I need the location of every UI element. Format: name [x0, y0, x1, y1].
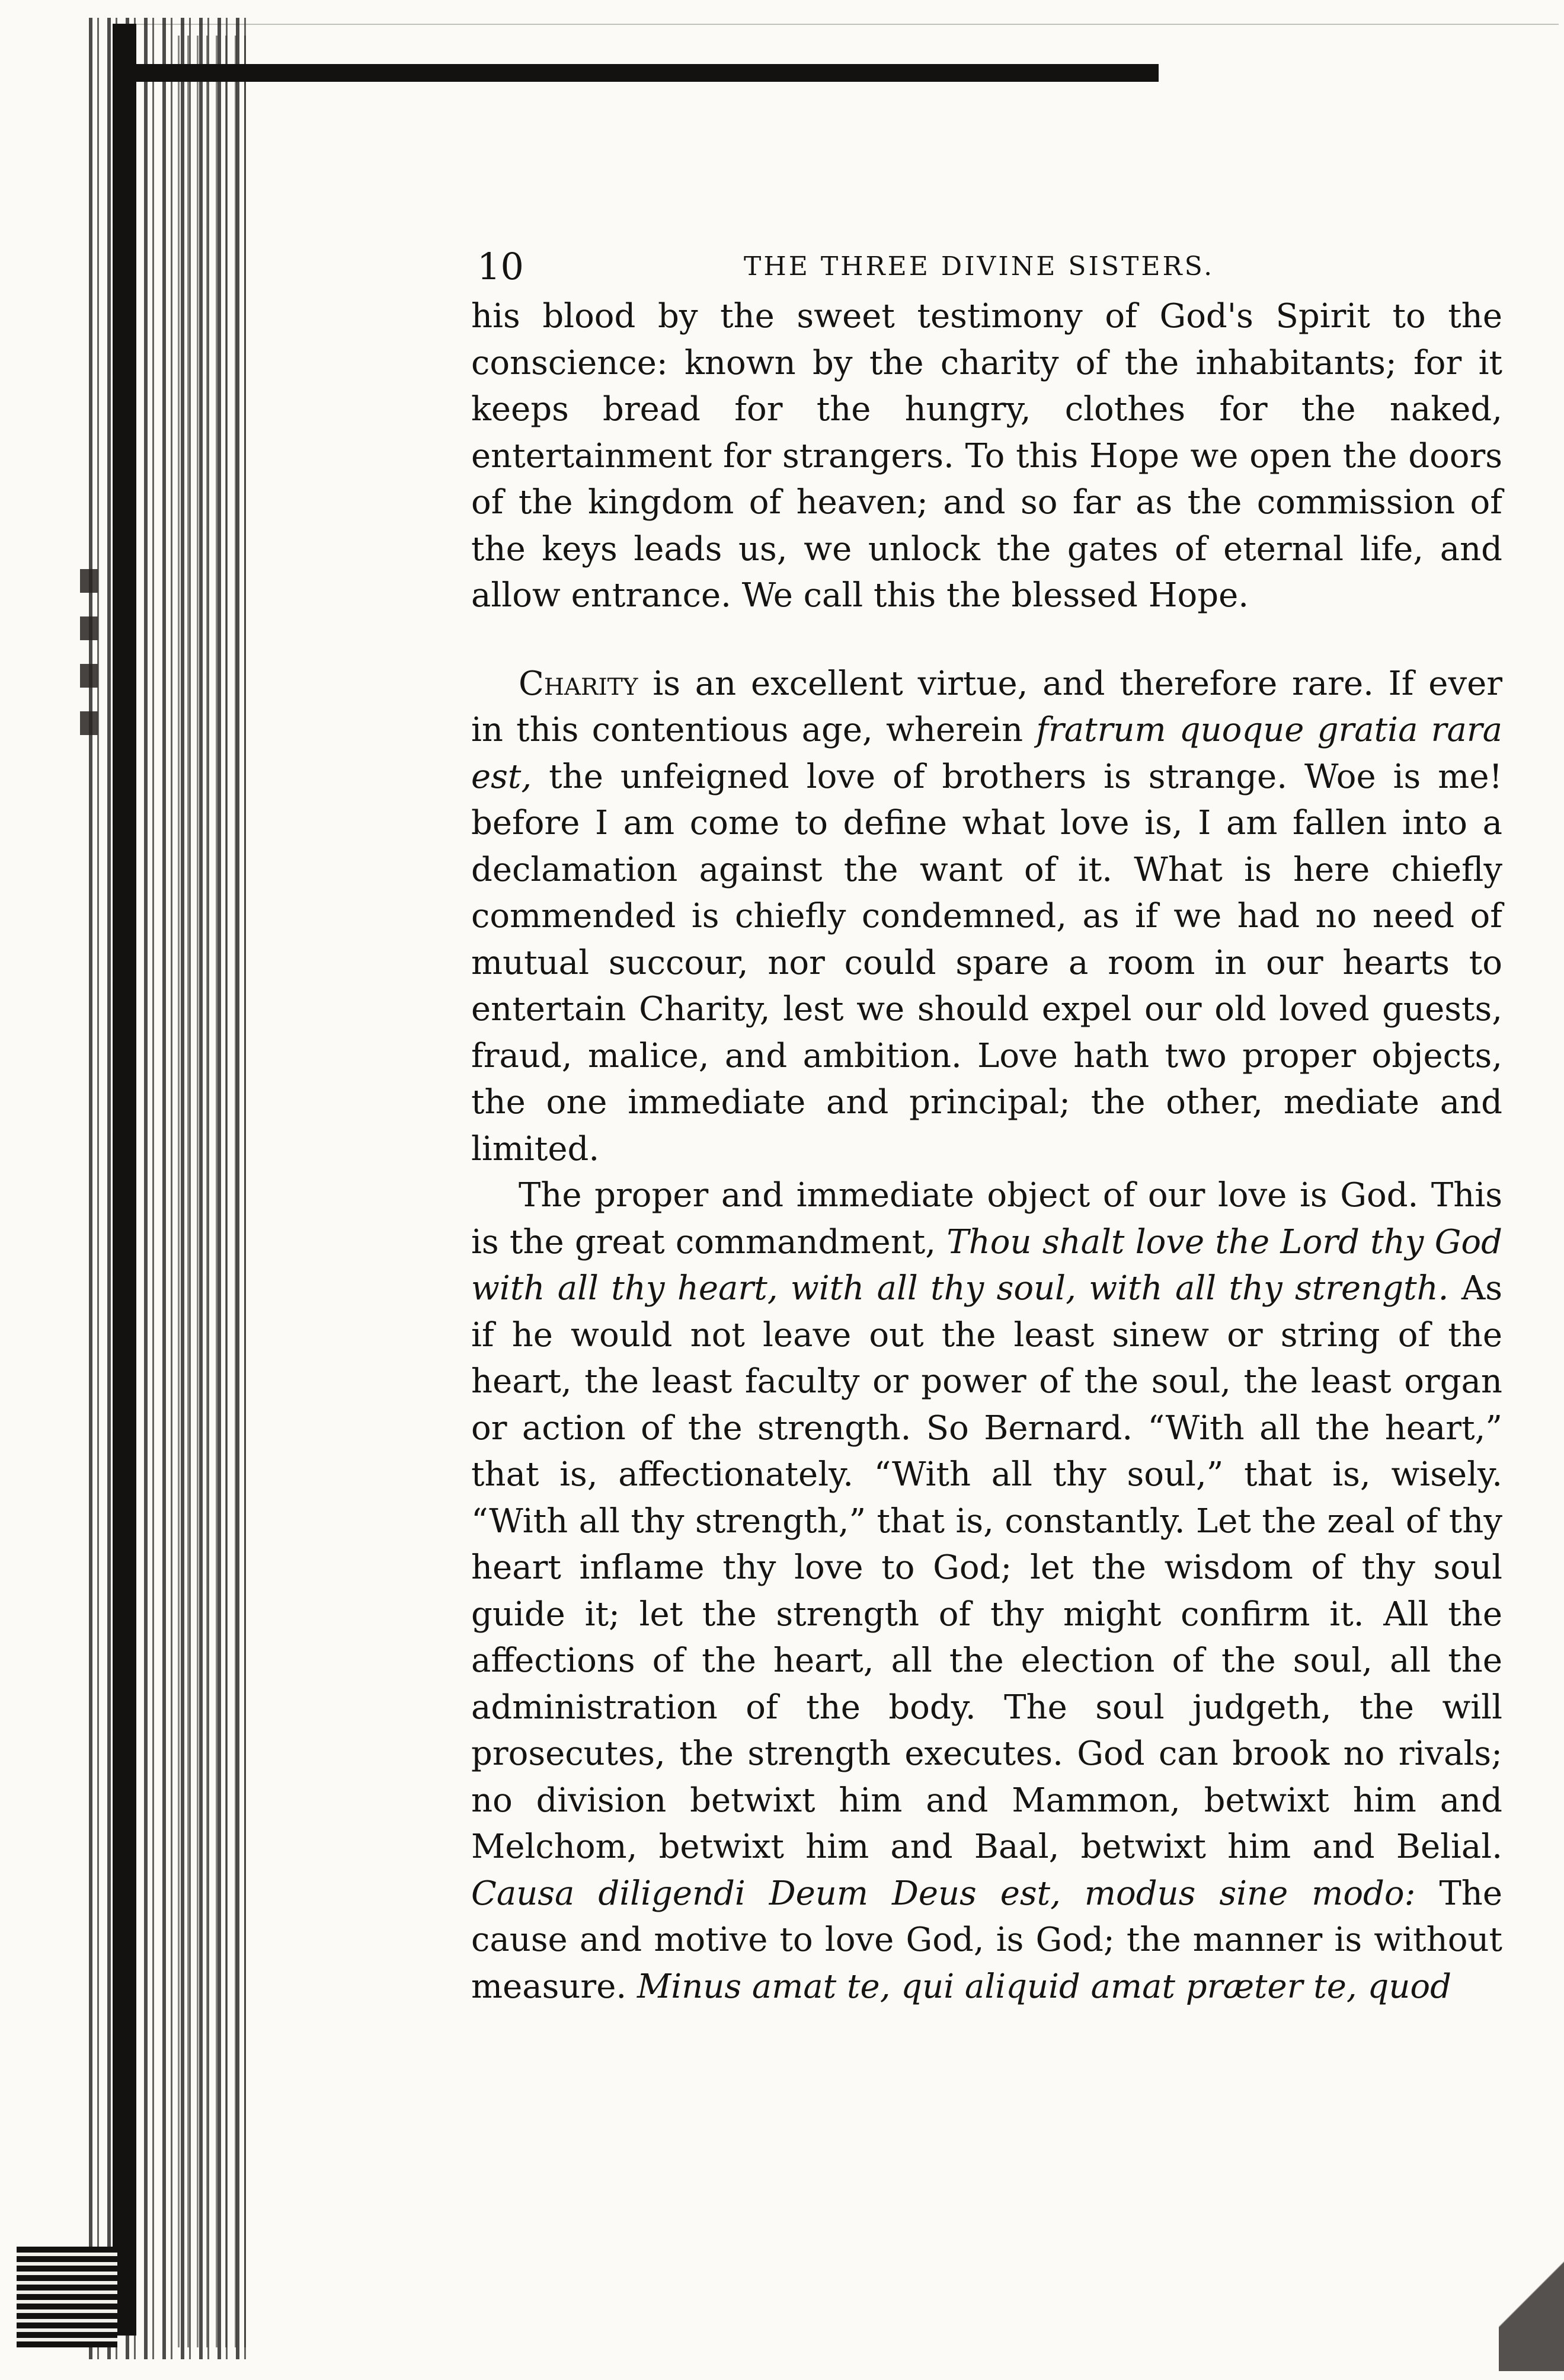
page-header	[471, 240, 1502, 293]
latin-quote-fratrum: fratrum quoque gratia rara est,	[471, 711, 1502, 796]
section-gap	[471, 619, 1502, 661]
love-text-b: As if he would not leave out the least sinew or string of the heart, the least faculty or power of the soul, the least organ or action of the strength. So Bernard. “With all the heart,” that is, affectionately. “With all thy soul,” that is, wisely. “With all thy strength,” that is, constantly. Let the zeal of thy heart inflame thy love to God; let the wisdom of thy soul guide it; let the strength of thy might confirm it. All the affections of the heart, all the election of the soul, all the administration of the body. The soul judgeth, the will prosecutes, the strength executes. God can brook no rivals; no division betwixt him and Mammon, betwixt him and Melchom, betwixt him and Baal, betwixt him and Belial.	[471, 1269, 1502, 1866]
corner-shadow	[1499, 2253, 1564, 2371]
great-commandment-quote: Thou shalt love the Lord thy God with all thy heart, with all thy soul, with all thy strength.	[471, 1222, 1502, 1308]
charity-lead-word: Charity	[519, 664, 638, 703]
paragraph-love-of-god	[471, 1173, 1502, 2010]
body-text	[471, 293, 1502, 2010]
book-binding-spine	[113, 24, 136, 2336]
charity-text-b: the unfeigned love of brothers is strange. Woe is me! before I am come to define what love is, I am fallen into a declamation against the want of it. What is here chiefly commended is chiefly condemned, as if we had no need of mutual succour, nor could spare a room in our hearts to entertain Charity, lest we should expel our old loved guests, fraud, malice, and ambition. Love hath two proper objects, the one immediate and principal; the other, mediate and limited.	[471, 757, 1502, 1168]
page-number: 10	[477, 245, 524, 288]
running-title: THE THREE DIVINE SISTERS.	[744, 251, 1215, 282]
paragraph-hope-conclusion: his blood by the sweet testimony of God's Spirit to the conscience: known by the charity of the inhabitants; for it keeps bread for the hungry, clothes for the naked, entertainment for strangers. To this Hope we open the doors of the kingdom of heaven; and so far as the commission of the keys leads us, we unlock the gates of eternal life, and allow entrance. We call this the blessed Hope.	[471, 297, 1502, 615]
love-text-c: The cause and motive to love God, is God; the manner is without measure.	[471, 1874, 1503, 2006]
charity-text-a: is an excellent virtue, and therefore rare. If ever in this contentious age, wherein	[471, 664, 1502, 749]
page-edge-line	[136, 24, 1559, 25]
top-binding-bar	[124, 64, 1159, 82]
book-binding-pages	[178, 36, 249, 2347]
bottom-binding-block	[17, 2247, 117, 2347]
margin-marks	[80, 557, 98, 735]
paragraph-charity-intro	[471, 661, 1502, 1173]
latin-quote-causa: Causa diligendi Deum Deus est, modus sine modo:	[471, 1874, 1416, 1913]
love-text-a: The proper and immediate object of our love is God. This is the great commandment,	[471, 1176, 1502, 1261]
book-page	[471, 240, 1502, 2010]
latin-quote-minus: Minus amat te, qui aliquid amat præter te, quod	[637, 1967, 1451, 2006]
